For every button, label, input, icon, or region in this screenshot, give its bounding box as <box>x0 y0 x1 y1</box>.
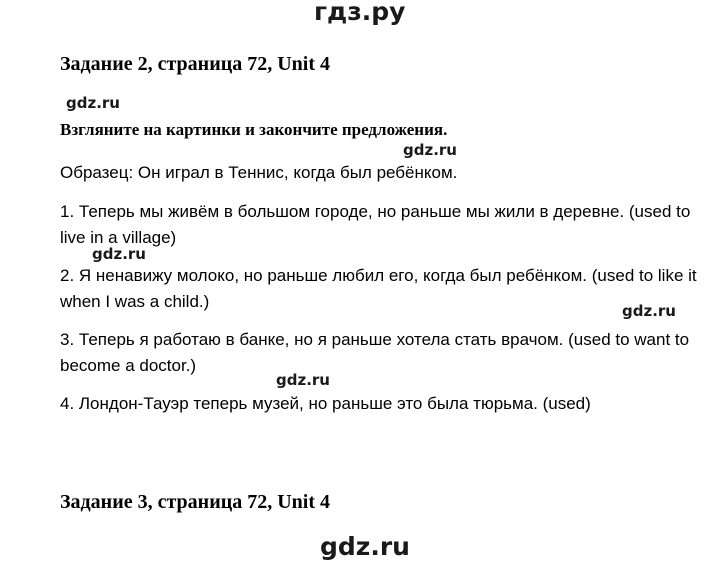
watermark-bottom: gdz.ru <box>320 532 410 561</box>
watermark-top: гдз.ру <box>314 0 406 26</box>
sample-sentence: Образец: Он играл в Теннис, когда был ребёнком. <box>60 163 458 182</box>
task-3-heading: Задание 3, страница 72, Unit 4 <box>60 491 331 513</box>
watermark-small: gdz.ru <box>622 302 676 320</box>
answer-item-2: 2. Я ненавижу молоко, но раньше любил его, когда был ребёнком. (used to like it when I was a child.) <box>60 266 697 311</box>
watermark-small: gdz.ru <box>276 371 330 389</box>
watermark-small: gdz.ru <box>66 94 120 112</box>
answer-item-1: 1. Теперь мы живём в большом городе, но раньше мы жили в деревне. (used to live in a village) <box>60 202 691 247</box>
task-instruction: Взгляните на картинки и закончите предложения. <box>60 120 448 139</box>
answer-item-4: 4. Лондон-Тауэр теперь музей, но раньше это была тюрьма. (used) <box>60 394 591 413</box>
task-2-heading: Задание 2, страница 72, Unit 4 <box>60 53 331 75</box>
watermark-small: gdz.ru <box>403 141 457 159</box>
answer-item-3: 3. Теперь я работаю в банке, но я раньше хотела стать врачом. (used to want to become a doctor.) <box>60 330 690 375</box>
watermark-small: gdz.ru <box>92 245 146 263</box>
